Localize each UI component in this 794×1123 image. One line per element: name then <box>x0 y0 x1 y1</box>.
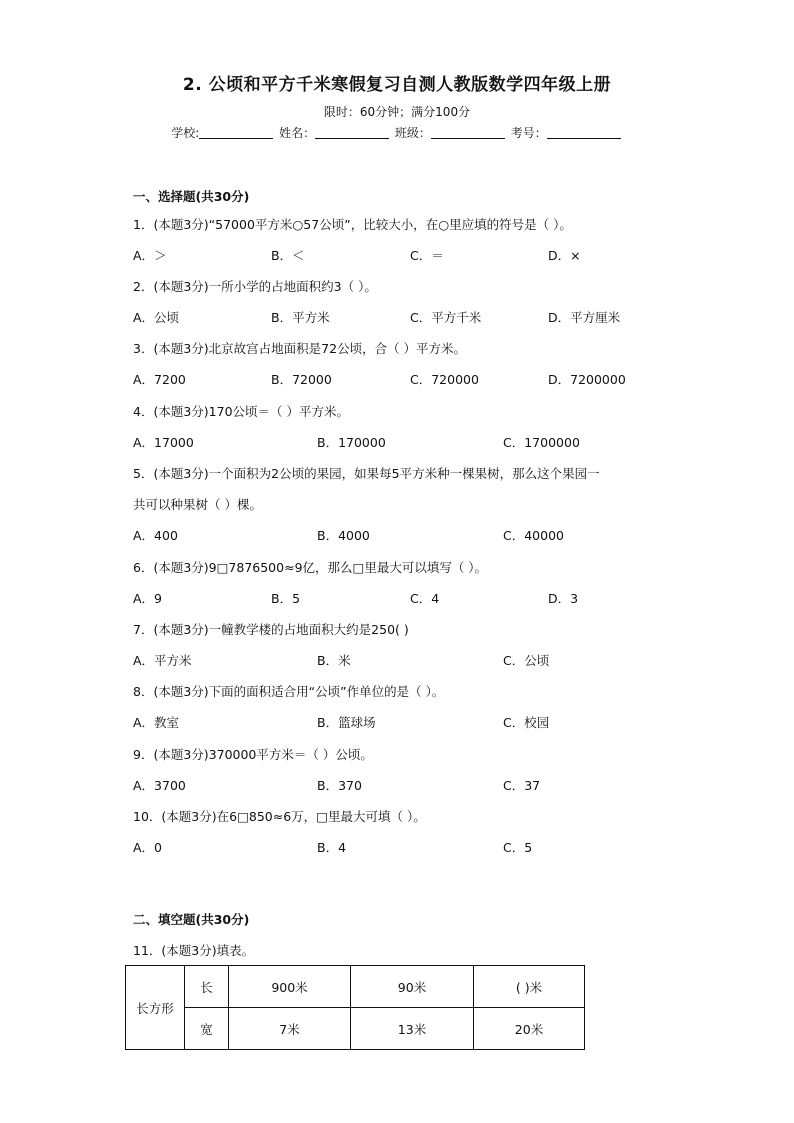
question-3: 3．(本题3分)北京故宫占地面积是72公顷，合（ ）平方米。 <box>133 341 467 356</box>
question-10-option-c: C．5 <box>503 840 533 855</box>
question-6-option-d: D．3 <box>548 591 579 606</box>
question-6-option-b: B．5 <box>271 591 301 606</box>
student-info-line <box>0 124 794 141</box>
question-6-option-a: A．9 <box>133 591 163 606</box>
section-heading-fill: 二、填空题(共30分) <box>133 912 250 927</box>
question-4: 4．(本题3分)170公顷＝（ ）平方米。 <box>133 404 349 419</box>
question-5-options <box>133 526 693 542</box>
exam-number-label: 考号： <box>510 126 547 140</box>
length-label-cell: 长 <box>185 966 229 1008</box>
question-2-option-b: B．平方米 <box>271 310 330 325</box>
question-8: 8．(本题3分)下面的面积适合用“公顷”作单位的是（ ）。 <box>133 684 445 699</box>
question-4-option-c: C．1700000 <box>503 435 580 450</box>
question-7-option-a: A．平方米 <box>133 653 192 668</box>
question-5-option-b: B．4000 <box>317 528 370 543</box>
question-10-option-b: B．4 <box>317 840 347 855</box>
question-8-options <box>133 713 693 729</box>
question-10: 10．(本题3分)在6□850≈6万，□里最大可填（ ）。 <box>133 809 426 824</box>
class-label: 班级： <box>394 126 431 140</box>
question-5-option-a: A．400 <box>133 528 178 543</box>
question-2: 2．(本题3分)一所小学的占地面积约3（ ）。 <box>133 279 377 294</box>
question-10-option-a: A．0 <box>133 840 163 855</box>
question-3-options <box>133 370 693 386</box>
question-5: 5．(本题3分)一个面积为2公顷的果园，如果每5平方米种一棵果树，那么这个果园一 <box>133 466 600 481</box>
question-7-option-c: C．公顷 <box>503 653 550 668</box>
question-11: 11．(本题3分)填表。 <box>133 943 255 958</box>
question-6-options <box>133 589 693 605</box>
question-5-option-c: C．40000 <box>503 528 564 543</box>
shape-cell: 长方形 <box>126 966 185 1050</box>
question-9-option-b: B．370 <box>317 778 362 793</box>
question-3-option-b: B．72000 <box>271 372 332 387</box>
table-cell: 20米 <box>474 1008 585 1050</box>
question-5-continued: 共可以种果树（ ）棵。 <box>133 497 262 512</box>
question-10-options <box>133 838 693 854</box>
width-label-cell: 宽 <box>185 1008 229 1050</box>
question-8-option-b: B．篮球场 <box>317 715 376 730</box>
table-cell: 13米 <box>351 1008 474 1050</box>
section-heading-choice: 一、选择题(共30分) <box>133 189 250 204</box>
question-8-option-c: C．校园 <box>503 715 550 730</box>
question-6: 6．(本题3分)9□7876500≈9亿，那么□里最大可以填写（ ）。 <box>133 560 488 575</box>
question-3-option-a: A．7200 <box>133 372 186 387</box>
exam-number-blank <box>547 126 621 139</box>
question-7: 7．(本题3分)一幢教学楼的占地面积大约是250( ) <box>133 622 409 637</box>
question-2-option-d: D．平方厘米 <box>548 310 621 325</box>
question-1-option-c: C．＝ <box>410 248 444 263</box>
question-1-option-b: B．＜ <box>271 248 305 263</box>
question-1: 1．(本题3分)“57000平方米○57公顷”，比较大小，在○里应填的符号是（ ）。 <box>133 217 572 232</box>
question-4-option-b: B．170000 <box>317 435 386 450</box>
question-7-options <box>133 651 693 667</box>
question-4-option-a: A．17000 <box>133 435 194 450</box>
question-2-option-c: C．平方千米 <box>410 310 482 325</box>
question-1-options <box>133 246 693 262</box>
table-row <box>126 1008 585 1050</box>
table-cell: 90米 <box>351 966 474 1008</box>
question-3-option-d: D．7200000 <box>548 372 626 387</box>
table-cell: 900米 <box>229 966 351 1008</box>
question-6-option-c: C．4 <box>410 591 440 606</box>
answer-blank-cell[interactable]: ( )米 <box>474 966 585 1008</box>
school-label: 学校: <box>171 126 200 140</box>
question-8-option-a: A．教室 <box>133 715 180 730</box>
fill-in-table <box>125 965 585 1050</box>
question-2-options <box>133 308 693 324</box>
question-9-options <box>133 776 693 792</box>
school-blank <box>199 126 273 139</box>
question-7-option-b: B．米 <box>317 653 351 668</box>
class-blank <box>431 126 505 139</box>
table-row <box>126 966 585 1008</box>
name-label: 姓名： <box>279 126 316 140</box>
question-1-option-a: A．＞ <box>133 248 167 263</box>
question-9-option-a: A．3700 <box>133 778 186 793</box>
question-9: 9．(本题3分)370000平方米＝（ ）公顷。 <box>133 747 373 762</box>
question-1-option-d: D．× <box>548 248 581 263</box>
time-limit: 限时：60分钟；满分100分 <box>323 105 471 119</box>
question-3-option-c: C．720000 <box>410 372 479 387</box>
table-cell: 7米 <box>229 1008 351 1050</box>
question-4-options <box>133 433 693 449</box>
name-blank <box>315 126 389 139</box>
question-9-option-c: C．37 <box>503 778 541 793</box>
question-2-option-a: A．公顷 <box>133 310 180 325</box>
page-title: 2. 公顷和平方千米寒假复习自测人教版数学四年级上册 <box>182 75 612 95</box>
